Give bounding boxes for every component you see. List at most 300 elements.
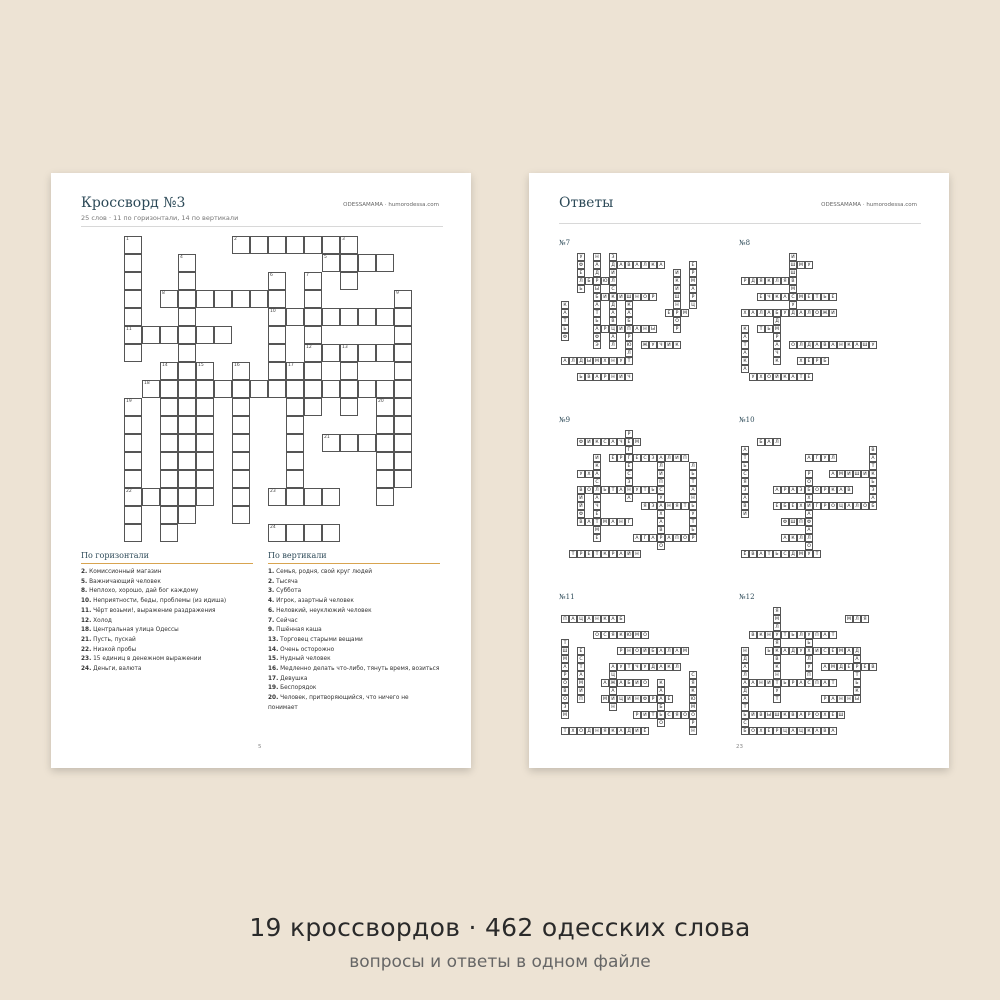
answer-cell: Т [625,357,633,365]
answer-cell: Е [577,647,585,655]
clue-number: 17. [268,675,279,682]
grid-cell[interactable] [340,344,358,362]
grid-cell[interactable] [340,362,358,380]
answer-cell: Р [821,486,829,494]
grid-cell[interactable] [232,398,250,416]
grid-cell[interactable] [304,236,322,254]
answer-cell: Е [789,502,797,510]
grid-cell[interactable] [232,362,250,380]
grid-cell[interactable] [124,524,142,542]
grid-cell[interactable] [358,344,376,362]
answer-cell: И [673,454,681,462]
answer-cell: Ж [822,311,828,316]
clue-text: Деньги, валюта [91,666,142,673]
grid-cell[interactable] [160,362,178,380]
answer-cell: А [617,261,625,269]
answer-cell: А [805,454,813,462]
answer-cell: Е [665,309,673,317]
answer-cell: Д [625,727,633,735]
grid-cell[interactable] [178,434,196,452]
answer-cell: А [569,615,577,623]
answer-cell: Ь [593,317,601,325]
grid-cell[interactable] [268,236,286,254]
answer-cell: А [821,631,829,639]
grid-cell[interactable] [124,272,142,290]
answer-cell: Ф [781,518,789,526]
answer-cell: С [781,550,789,558]
grid-cell[interactable] [268,326,286,344]
grid-cell[interactable] [286,308,304,326]
answer-cell: Ц [617,695,625,703]
grid-cell[interactable] [160,434,178,452]
answer-grid [739,239,889,389]
grid-cell[interactable] [340,380,358,398]
grid-cell[interactable] [376,254,394,272]
grid-cell[interactable] [232,506,250,524]
grid-cell[interactable] [286,434,304,452]
grid-cell[interactable] [394,434,412,452]
answer-cell: Н [641,325,649,333]
grid-cell[interactable] [124,470,142,488]
grid-cell[interactable] [160,398,178,416]
grid-cell[interactable] [394,308,412,326]
grid-cell[interactable] [304,362,322,380]
answer-cell: И [625,695,633,703]
answer-cell: Н [593,727,601,735]
answer-cell: К [741,325,749,333]
answer-cell: Ф [577,510,585,518]
grid-cell[interactable] [178,308,196,326]
grid-cell[interactable] [322,344,340,362]
grid-cell[interactable] [124,344,142,362]
clue-text: Человек, притворяющийся, что ничего не понимает [268,695,409,711]
grid-cell[interactable] [304,272,322,290]
grid-cell[interactable] [196,380,214,398]
grid-cell[interactable] [358,434,376,452]
grid-cell[interactable] [286,398,304,416]
clue-number: 2. [268,578,275,585]
cell-number: 24 [270,525,276,530]
grid-cell[interactable] [376,488,394,506]
cell-number: 2 [234,237,237,242]
answer-cell: А [633,261,641,269]
answer-cell: О [805,542,813,550]
grid-cell[interactable] [232,452,250,470]
answer-cell: Г [625,454,633,462]
grid-cell[interactable] [322,380,340,398]
grid-cell[interactable] [304,488,322,506]
grid-cell[interactable] [160,380,178,398]
grid-cell[interactable] [124,506,142,524]
grid-cell[interactable] [178,254,196,272]
grid-cell[interactable] [322,434,340,452]
clue-text: Девушка [278,675,308,682]
answer-cell: А [617,727,625,735]
answer-cell: Ф [805,518,813,526]
answer-cell: З [869,486,877,494]
grid-cell[interactable] [304,326,322,344]
grid-cell[interactable] [178,326,196,344]
grid-cell[interactable] [376,308,394,326]
clue-number: 6. [268,607,275,614]
answer-cell: А [869,454,877,462]
grid-cell[interactable] [286,236,304,254]
grid-cell[interactable] [340,308,358,326]
grid-cell[interactable] [322,488,340,506]
grid-cell[interactable] [178,416,196,434]
grid-cell[interactable] [304,308,322,326]
grid-cell[interactable] [196,488,214,506]
answer-cell: Л [805,534,813,542]
answer-cell: А [625,309,633,317]
clue-text: Пшённая каша [274,627,322,634]
grid-cell[interactable] [340,236,358,254]
grid-cell[interactable] [142,380,160,398]
answer-cell: П [561,615,569,623]
answer-cell: Т [869,462,877,470]
grid-cell[interactable] [286,362,304,380]
grid-cell[interactable] [232,470,250,488]
grid-cell[interactable] [124,326,142,344]
grid-cell[interactable] [358,380,376,398]
clues-down-heading: По вертикали [268,551,440,564]
crossword-grid [124,236,414,541]
answer-cell: К [625,301,633,309]
answer-cell: К [665,663,673,671]
answer-cell: О [689,711,697,719]
grid-cell[interactable] [394,344,412,362]
clue-text: Чёрт возьми!, выражение раздражения [91,607,216,614]
answer-cell: В [789,277,797,285]
grid-cell[interactable] [178,452,196,470]
answer-cell: М [837,470,845,478]
clue-text: Пусть, пускай [91,636,136,643]
grid-cell[interactable] [160,470,178,488]
grid-cell[interactable] [286,452,304,470]
clue-item [81,665,253,675]
answer-cell: Р [617,454,625,462]
answer-cell: В [773,655,781,663]
answer-cell: Ё [641,727,649,735]
answer-cell: Р [625,430,633,438]
grid-cell[interactable] [322,254,340,272]
grid-cell[interactable] [286,524,304,542]
answer-cell: К [601,615,609,623]
answer-letters [561,430,705,566]
grid-cell[interactable] [286,470,304,488]
answer-cell: А [749,309,757,317]
grid-cell[interactable] [376,416,394,434]
answer-cell: Й [577,502,585,510]
answer-cell: И [633,727,641,735]
grid-cell[interactable] [124,308,142,326]
grid-cell[interactable] [268,272,286,290]
answer-cell: О [657,719,665,727]
clue-text: Неловкий, неуклюжий человек [274,607,372,614]
answer-cell: И [577,687,585,695]
grid-cell[interactable] [142,488,160,506]
grid-cell[interactable] [160,506,178,524]
grid-cell[interactable] [178,362,196,380]
grid-cell[interactable] [196,470,214,488]
answer-cell: Н [845,695,853,703]
grid-cell[interactable] [394,380,412,398]
grid-cell[interactable] [304,398,322,416]
answer-cell: О [577,727,585,735]
answer-cell: М [773,325,781,333]
grid-cell[interactable] [268,308,286,326]
grid-cell[interactable] [268,488,286,506]
answer-cell: Ф [561,333,569,341]
answer-cell: Б [869,502,877,510]
answer-cell: У [789,301,797,309]
answer-cell: Л [773,623,781,631]
answer-cell: А [829,727,837,735]
grid-cell[interactable] [376,398,394,416]
answer-cell: Д [773,317,781,325]
answer-cell: У [805,550,813,558]
answer-cell: Ч [633,663,641,671]
answer-cell: А [829,341,837,349]
answer-cell: В [821,341,829,349]
grid-cell[interactable] [340,434,358,452]
grid-cell[interactable] [376,470,394,488]
grid-cell[interactable] [304,380,322,398]
answer-cell: Е [829,647,837,655]
grid-cell[interactable] [214,326,232,344]
grid-cell[interactable] [232,416,250,434]
answer-cell: С [577,655,585,663]
clue-item [268,607,440,617]
answer-cell: Ь [601,486,609,494]
grid-cell[interactable] [376,344,394,362]
answer-cell: Д [585,727,593,735]
grid-cell[interactable] [178,398,196,416]
grid-cell[interactable] [340,398,358,416]
answer-cell: Ч [773,349,781,357]
answer-cell: Я [641,502,649,510]
answer-cell: С [601,438,609,446]
answer-cell: Б [757,438,765,446]
grid-cell[interactable] [286,380,304,398]
answer-cell: А [741,333,749,341]
grid-cell[interactable] [268,362,286,380]
grid-cell[interactable] [268,380,286,398]
grid-cell[interactable] [322,308,340,326]
grid-cell[interactable] [196,398,214,416]
grid-cell[interactable] [376,452,394,470]
answer-cell: И [593,454,601,462]
grid-cell[interactable] [304,344,322,362]
answer-cell: С [741,470,749,478]
grid-cell[interactable] [214,380,232,398]
grid-cell[interactable] [394,470,412,488]
answer-cell: О [829,502,837,510]
grid-cell[interactable] [232,434,250,452]
answer-cell: М [681,647,689,655]
grid-cell[interactable] [358,308,376,326]
grid-cell[interactable] [160,416,178,434]
answer-cell: А [749,679,757,687]
grid-cell[interactable] [232,380,250,398]
answer-cell: Б [805,486,813,494]
grid-cell[interactable] [124,398,142,416]
answer-cell: Ы [766,713,772,718]
answer-cell: Н [689,727,697,735]
answer-cell: О [813,711,821,719]
grid-cell[interactable] [394,452,412,470]
grid-cell[interactable] [340,272,358,290]
grid-cell[interactable] [394,326,412,344]
grid-cell[interactable] [340,254,358,272]
answer-cell: И [665,341,673,349]
clue-text: Игрок, азартный человек [274,598,354,605]
grid-cell[interactable] [232,488,250,506]
answer-cell: У [649,341,657,349]
grid-cell[interactable] [178,380,196,398]
grid-cell[interactable] [142,326,160,344]
answer-cell: В [561,687,569,695]
grid-cell[interactable] [286,416,304,434]
answer-cell: Л [609,277,617,285]
grid-cell[interactable] [196,362,214,380]
cell-number: 21 [324,435,330,440]
answer-cell: И [829,309,837,317]
grid-cell[interactable] [322,524,340,542]
grid-cell[interactable] [124,452,142,470]
answer-cell: А [657,502,665,510]
grid-cell[interactable] [124,434,142,452]
grid-cell[interactable] [196,416,214,434]
grid-cell[interactable] [268,344,286,362]
answer-cell: Т [773,679,781,687]
answer-cell: А [617,679,625,687]
grid-cell[interactable] [160,452,178,470]
grid-cell[interactable] [196,434,214,452]
answer-cell: П [657,478,665,486]
answer-cell: Ш [790,520,796,525]
answer-cell: Ы [594,287,600,292]
clue-number: 5. [81,578,88,585]
answer-cell: К [673,277,681,285]
answer-cell: Р [805,470,813,478]
grid-cell[interactable] [160,488,178,506]
answer-cell: С [593,478,601,486]
grid-cell[interactable] [124,236,142,254]
grid-cell[interactable] [268,290,286,308]
cell-number: 9 [396,291,399,296]
answer-cell: Б [657,703,665,711]
answer-cell: О [861,502,869,510]
answer-cell: О [561,679,569,687]
clue-number: 20. [268,695,279,702]
grid-cell[interactable] [394,398,412,416]
answer-cell: Я [689,679,697,687]
grid-cell[interactable] [178,488,196,506]
grid-cell[interactable] [232,236,250,254]
grid-cell[interactable] [232,290,250,308]
answer-cell: С [601,631,609,639]
answer-cell: О [681,711,689,719]
grid-cell[interactable] [304,524,322,542]
answer-letters [741,607,885,743]
grid-cell[interactable] [376,380,394,398]
answer-cell: В [869,446,877,454]
answer-cell: Ш [774,713,780,718]
clue-number: 19. [268,685,279,692]
answer-cell: З [741,486,749,494]
answer-cell: Я [757,277,765,285]
answer-cell: Л [853,502,861,510]
answer-cell: М [561,655,569,663]
answer-cell: Ё [741,550,749,558]
answer-cell: М [797,293,805,301]
grid-cell[interactable] [196,452,214,470]
grid-cell[interactable] [286,488,304,506]
promo-subline: вопросы и ответы в одном файле [349,952,651,972]
grid-cell[interactable] [178,272,196,290]
grid-cell[interactable] [250,380,268,398]
grid-cell[interactable] [358,254,376,272]
grid-cell[interactable] [268,524,286,542]
answer-cell: Ь [657,711,665,719]
grid-cell[interactable] [124,254,142,272]
answer-cell: Ш [854,472,860,477]
grid-cell[interactable] [178,470,196,488]
grid-cell[interactable] [196,326,214,344]
grid-cell[interactable] [394,290,412,308]
answer-cell: Ь [689,526,697,534]
grid-cell[interactable] [124,290,142,308]
grid-cell[interactable] [394,416,412,434]
grid-cell[interactable] [250,236,268,254]
clue-number: 14. [268,646,279,653]
grid-cell[interactable] [124,488,142,506]
grid-cell[interactable] [124,416,142,434]
grid-cell[interactable] [394,362,412,380]
grid-cell[interactable] [160,326,178,344]
grid-cell[interactable] [178,344,196,362]
answer-cell: Н [689,494,697,502]
answer-cell: И [673,269,681,277]
cell-number: 5 [324,255,327,260]
answer-cell: М [845,615,853,623]
grid-cell[interactable] [160,524,178,542]
clue-text: Беспорядок [278,685,317,692]
grid-cell[interactable] [178,506,196,524]
grid-cell[interactable] [322,236,340,254]
grid-cell[interactable] [196,290,214,308]
answer-cell: Л [773,277,781,285]
answer-cell: Р [617,647,625,655]
grid-cell[interactable] [376,434,394,452]
answer-cell: Ц [689,301,697,309]
grid-cell[interactable] [250,290,268,308]
clue-item [81,646,253,656]
answer-cell: С [665,711,673,719]
grid-cell[interactable] [160,290,178,308]
grid-cell[interactable] [304,290,322,308]
grid-cell[interactable] [214,290,232,308]
answer-cell: Д [789,309,797,317]
answer-cell: В [609,317,617,325]
clue-item [81,597,253,607]
answer-cell: Т [773,695,781,703]
answer-cell: А [789,727,797,735]
answer-cell: П [797,518,805,526]
clue-number: 15. [268,656,279,663]
grid-cell[interactable] [178,290,196,308]
